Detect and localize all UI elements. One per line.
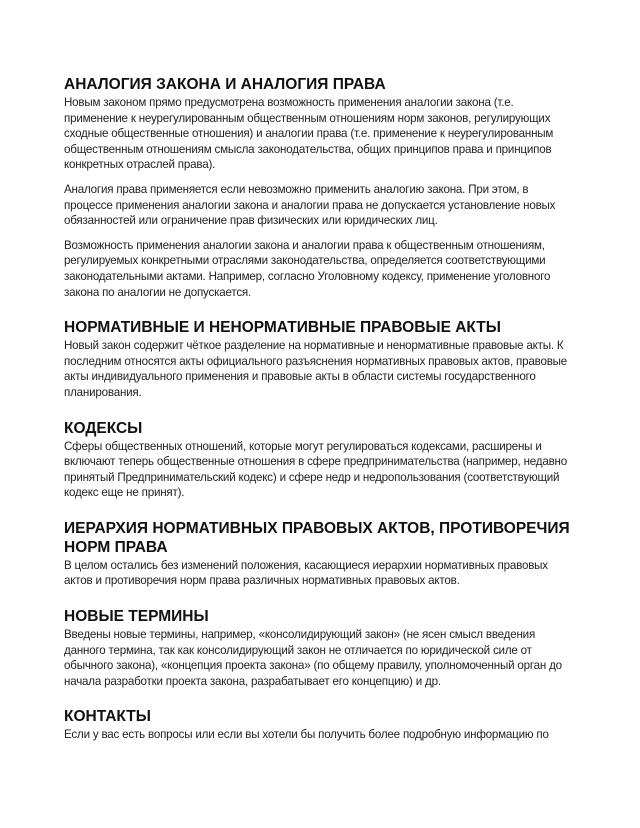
- paragraph: Если у вас есть вопросы или если вы хотели бы получить более подробную информацию по: [64, 728, 549, 742]
- paragraph: Аналогия права применяется если невозможно применить аналогию закона. При этом, в процессе применения аналогии закона и аналогии права не допускается установление новых обязанностей или ограничение прав физических или юридических лиц.: [64, 182, 556, 228]
- section-heading: НОРМАТИВНЫЕ И НЕНОРМАТИВНЫЕ ПРАВОВЫЕ АКТЫ: [64, 319, 501, 337]
- paragraph: Возможность применения аналогии закона и аналогии права к общественным отношениям, регулируемых конкретными отраслями законодательства, определяется соответствующими законодательными актами. Например, согласно Уголовному кодексу, применение уголовного закона по аналогии не допускается.: [64, 238, 551, 299]
- section-heading: КОДЕКСЫ: [64, 419, 143, 437]
- section-codes: [64, 419, 576, 501]
- section-heading: АНАЛОГИЯ ЗАКОНА И АНАЛОГИЯ ПРАВА: [64, 76, 386, 93]
- section-new-terms: [64, 607, 576, 689]
- section-heading: НОВЫЕ ТЕРМИНЫ: [64, 608, 209, 626]
- paragraph: Сферы общественных отношений, которые могут регулироваться кодексами, расширены и включают теперь общественные отношения в сфере предпринимательства (например, недавно принятый Предпринимательский кодекс) и сфере недр и недропользования (соответствующий кодекс еще не принят).: [64, 439, 568, 500]
- paragraph: Новым законом прямо предусмотрена возможность применения аналогии закона (т.е. применение к неурегулированным общественным отношениям норм законов, регулирующих сходные общественные отношения) и аналогии права (т.е. применение к неурегулированным общественным отношениям смысла законодательства, общих принципов права и принципов конкретных отраслей права).: [64, 96, 554, 172]
- section-normative-acts: [64, 318, 576, 400]
- paragraph: Новый закон содержит чёткое разделение на нормативные и ненормативные правовые акты. К последним относятся акты официального разъяснения нормативных правовых актов, правовые акты индивидуального применения и правовые акты в области системы государственного планирования.: [64, 339, 568, 399]
- section-analogy: [64, 75, 576, 300]
- document-page: [64, 75, 576, 761]
- section-hierarchy: [64, 519, 576, 589]
- section-contacts: [64, 707, 576, 743]
- section-heading: КОНТАКТЫ: [64, 708, 151, 726]
- section-heading: ИЕРАРХИЯ НОРМАТИВНЫХ ПРАВОВЫХ АКТОВ, ПРОТИВОРЕЧИЯ НОРМ ПРАВА: [64, 519, 570, 556]
- paragraph: Введены новые термины, например, «консолидирующий закон» (не ясен смысл введения данного термина, так как консолидирующий закон не отличается по юридической силе от обычного закона), «концепция проекта закона» (по общему правилу, уполномоченный орган до начала разработки проекта закона, разрабатывает его концепцию) и др.: [64, 628, 562, 688]
- paragraph: В целом остались без изменений положения, касающиеся иерархии нормативных правовых актов и противоречия норм права различных нормативных правовых актов.: [64, 558, 548, 588]
